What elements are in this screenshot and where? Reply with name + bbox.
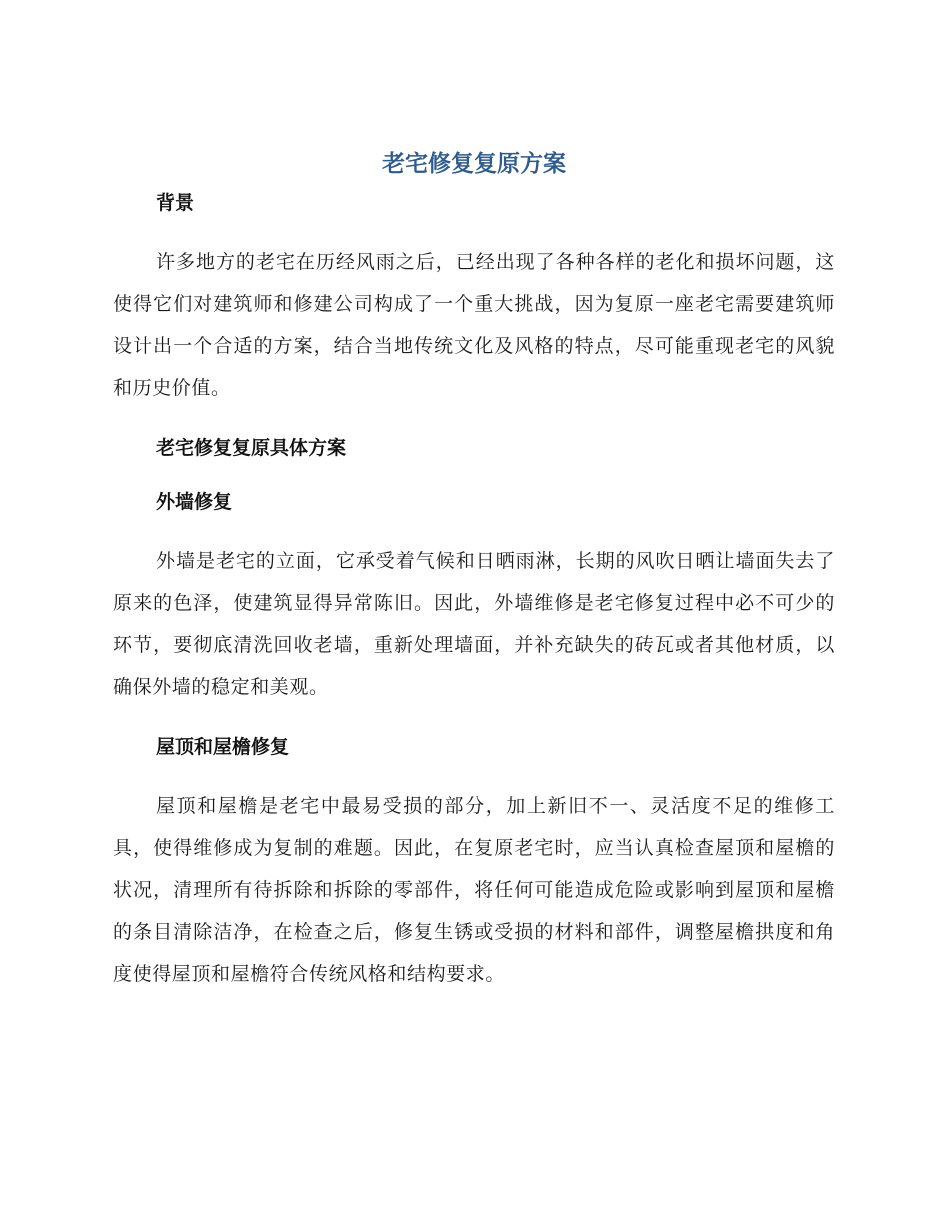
document-title: 老宅修复复原方案 [382,151,566,177]
section-heading-exterior-wall: 外墙修复 [156,491,233,513]
paragraph-background: 许多地方的老宅在历经风雨之后，已经出现了各种各样的老化和损坏问题，这使得它们对建筑师和修建公司构成了一个重大挑战，因为复原一座老宅需要建筑师设计出一个合适的方案，结合当地传统文化及风格的特点，尽可能重现老宅的风貌和历史价值。 [113,251,835,399]
section-heading-restoration-plan: 老宅修复复原具体方案 [156,437,347,459]
section-heading-roof-eaves: 屋顶和屋檐修复 [156,736,290,758]
paragraph-exterior-wall: 外墙是老宅的立面，它承受着气候和日晒雨淋，长期的风吹日晒让墙面失去了原来的色泽，使建筑显得异常陈旧。因此，外墙维修是老宅修复过程中必不可少的环节，要彻底清洗回收老墙，重新处理墙面，并补充缺失的砖瓦或者其他材质，以确保外墙的稳定和美观。 [113,550,835,698]
section-heading-background: 背景 [156,192,195,214]
paragraph-roof-eaves: 屋顶和屋檐是老宅中最易受损的部分，加上新旧不一、灵活度不足的维修工具，使得维修成为复制的难题。因此，在复原老宅时，应当认真检查屋顶和屋檐的状况，清理所有待拆除和拆除的零部件，将任何可能造成危险或影响到屋顶和屋檐的条目清除洁净，在检查之后，修复生锈或受损的材料和部件，调整屋檐拱度和角度使得屋顶和屋檐符合传统风格和结构要求。 [113,795,835,985]
